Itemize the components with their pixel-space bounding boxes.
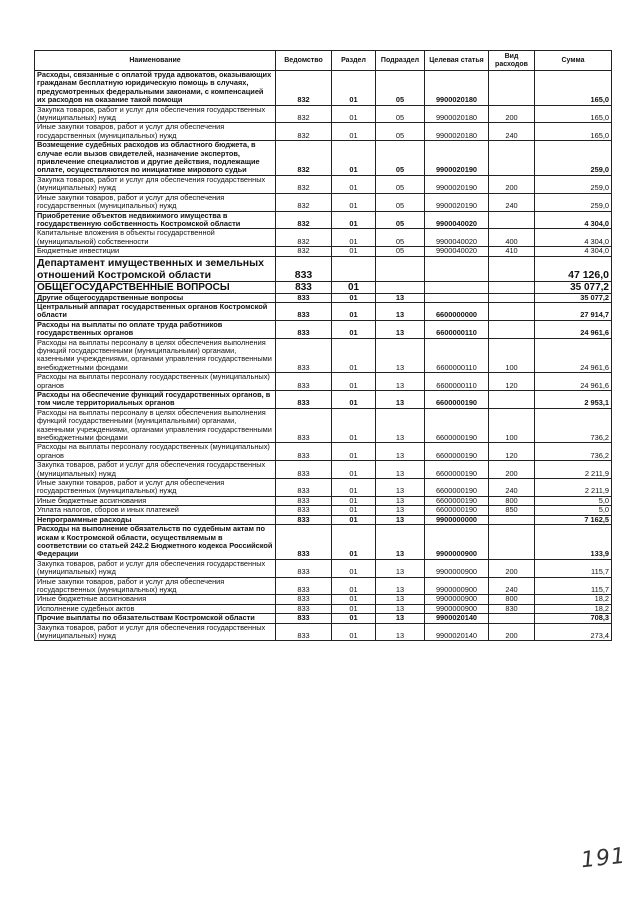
cell-section: 01 <box>332 302 376 320</box>
cell-section: 01 <box>332 320 376 338</box>
cell-exp-type <box>489 211 535 229</box>
cell-subsection: 13 <box>376 525 425 560</box>
table-row <box>35 525 612 560</box>
cell-dept: 832 <box>276 193 332 211</box>
cell-subsection: 13 <box>376 559 425 577</box>
header-target: Целевая статья <box>425 51 489 71</box>
cell-sum: 273,4 <box>535 623 612 641</box>
cell-exp-type: 800 <box>489 595 535 604</box>
cell-target: 9900020180 <box>425 123 489 141</box>
cell-name: Непрограммные расходы <box>35 515 276 524</box>
cell-name: Расходы на выплаты по оплате труда работников государственных органов <box>35 320 276 338</box>
cell-sum: 259,0 <box>535 175 612 193</box>
table-row <box>35 623 612 641</box>
table-row <box>35 373 612 391</box>
cell-subsection: 13 <box>376 496 425 505</box>
cell-sum: 736,2 <box>535 408 612 443</box>
cell-target: 9900000900 <box>425 604 489 613</box>
cell-subsection: 05 <box>376 105 425 123</box>
cell-section <box>332 256 376 281</box>
cell-sum: 2 953,1 <box>535 391 612 409</box>
cell-target <box>425 281 489 293</box>
cell-dept: 833 <box>276 496 332 505</box>
table-row <box>35 229 612 247</box>
cell-section: 01 <box>332 525 376 560</box>
cell-target: 9900040020 <box>425 211 489 229</box>
cell-subsection: 13 <box>376 577 425 595</box>
cell-name: Приобретение объектов недвижимого имущества в государственную собственность Костромской области <box>35 211 276 229</box>
table-row <box>35 461 612 479</box>
cell-subsection: 13 <box>376 461 425 479</box>
table-row <box>35 123 612 141</box>
cell-sum: 18,2 <box>535 595 612 604</box>
cell-exp-type <box>489 71 535 106</box>
cell-dept: 832 <box>276 105 332 123</box>
cell-sum: 4 304,0 <box>535 211 612 229</box>
cell-name: Расходы на выплаты персоналу государственных (муниципальных) органов <box>35 373 276 391</box>
cell-target: 9900020140 <box>425 623 489 641</box>
cell-name: Возмещение судебных расходов из областного бюджета, в случае если вызов свидетелей, назначение экспертов, привлечение специалистов и другие действия, подлежащие оплате, осуществляются по инициативе мирового судьи <box>35 141 276 176</box>
cell-dept: 833 <box>276 293 332 302</box>
cell-dept: 833 <box>276 614 332 623</box>
cell-target: 9900020190 <box>425 141 489 176</box>
cell-exp-type <box>489 515 535 524</box>
cell-sum: 259,0 <box>535 141 612 176</box>
header-subsection: Подраздел <box>376 51 425 71</box>
cell-name: Иные бюджетные ассигнования <box>35 595 276 604</box>
cell-target: 6600000110 <box>425 338 489 373</box>
cell-dept: 833 <box>276 391 332 409</box>
cell-target: 9900040020 <box>425 247 489 256</box>
cell-section: 01 <box>332 247 376 256</box>
cell-dept: 833 <box>276 256 332 281</box>
cell-target: 9900000000 <box>425 515 489 524</box>
table-row <box>35 175 612 193</box>
cell-target: 6600000190 <box>425 408 489 443</box>
cell-sum: 115,7 <box>535 577 612 595</box>
cell-dept: 833 <box>276 515 332 524</box>
cell-subsection <box>376 256 425 281</box>
cell-dept: 833 <box>276 408 332 443</box>
cell-exp-type: 200 <box>489 105 535 123</box>
cell-subsection: 13 <box>376 614 425 623</box>
cell-section: 01 <box>332 614 376 623</box>
cell-name: Расходы на выполнение обязательств по судебным актам по искам к Костромской области, осуществляемым в соответствии со статьей 242.2 Бюджетного кодекса Российской Федерации <box>35 525 276 560</box>
cell-dept: 833 <box>276 373 332 391</box>
cell-dept: 833 <box>276 461 332 479</box>
cell-exp-type: 200 <box>489 623 535 641</box>
cell-target <box>425 293 489 302</box>
cell-subsection: 13 <box>376 373 425 391</box>
cell-exp-type: 100 <box>489 338 535 373</box>
cell-exp-type <box>489 525 535 560</box>
cell-target: 9900000900 <box>425 525 489 560</box>
cell-name: Закупка товаров, работ и услуг для обеспечения государственных (муниципальных) нужд <box>35 175 276 193</box>
cell-exp-type: 400 <box>489 229 535 247</box>
page-number: 191 <box>579 843 628 874</box>
cell-subsection: 13 <box>376 302 425 320</box>
cell-target: 9900040020 <box>425 229 489 247</box>
cell-exp-type: 410 <box>489 247 535 256</box>
cell-exp-type <box>489 256 535 281</box>
cell-section: 01 <box>332 123 376 141</box>
cell-exp-type: 240 <box>489 479 535 497</box>
table-row <box>35 256 612 281</box>
header-name: Наименование <box>35 51 276 71</box>
cell-dept: 832 <box>276 141 332 176</box>
cell-section: 01 <box>332 577 376 595</box>
cell-subsection: 13 <box>376 408 425 443</box>
cell-dept: 832 <box>276 71 332 106</box>
cell-target: 9900020180 <box>425 105 489 123</box>
cell-exp-type: 120 <box>489 443 535 461</box>
header-sum: Сумма <box>535 51 612 71</box>
cell-dept: 833 <box>276 595 332 604</box>
cell-section: 01 <box>332 506 376 515</box>
table-row <box>35 595 612 604</box>
cell-exp-type: 830 <box>489 604 535 613</box>
cell-name: Закупка товаров, работ и услуг для обеспечения государственных (муниципальных) нужд <box>35 105 276 123</box>
cell-section: 01 <box>332 338 376 373</box>
cell-subsection: 13 <box>376 479 425 497</box>
cell-sum: 24 961,6 <box>535 320 612 338</box>
cell-subsection: 13 <box>376 515 425 524</box>
cell-exp-type: 200 <box>489 175 535 193</box>
cell-subsection: 05 <box>376 229 425 247</box>
cell-dept: 833 <box>276 604 332 613</box>
cell-section: 01 <box>332 408 376 443</box>
cell-sum: 24 961,6 <box>535 373 612 391</box>
cell-name: Иные закупки товаров, работ и услуг для обеспечения государственных (муниципальных) нужд <box>35 479 276 497</box>
cell-exp-type: 850 <box>489 506 535 515</box>
cell-dept: 832 <box>276 175 332 193</box>
cell-sum: 7 162,5 <box>535 515 612 524</box>
cell-dept: 833 <box>276 302 332 320</box>
cell-subsection: 05 <box>376 175 425 193</box>
cell-dept: 833 <box>276 577 332 595</box>
cell-dept: 833 <box>276 443 332 461</box>
cell-subsection: 13 <box>376 623 425 641</box>
cell-section: 01 <box>332 193 376 211</box>
cell-target: 9900020140 <box>425 614 489 623</box>
cell-exp-type: 200 <box>489 559 535 577</box>
cell-exp-type <box>489 391 535 409</box>
cell-name: Прочие выплаты по обязательствам Костромской области <box>35 614 276 623</box>
cell-exp-type <box>489 281 535 293</box>
cell-sum: 47 126,0 <box>535 256 612 281</box>
cell-target: 9900000900 <box>425 595 489 604</box>
cell-section: 01 <box>332 105 376 123</box>
cell-name: Капитальные вложения в объекты государственной (муниципальной) собственности <box>35 229 276 247</box>
cell-sum: 259,0 <box>535 193 612 211</box>
table-row <box>35 338 612 373</box>
cell-subsection: 13 <box>376 506 425 515</box>
cell-name: Уплата налогов, сборов и иных платежей <box>35 506 276 515</box>
cell-sum: 4 304,0 <box>535 247 612 256</box>
header-section: Раздел <box>332 51 376 71</box>
cell-sum: 165,0 <box>535 105 612 123</box>
cell-section: 01 <box>332 559 376 577</box>
cell-target: 6600000190 <box>425 391 489 409</box>
cell-name: Центральный аппарат государственных органов Костромской области <box>35 302 276 320</box>
cell-sum: 35 077,2 <box>535 281 612 293</box>
cell-name: Закупка товаров, работ и услуг для обеспечения государственных (муниципальных) нужд <box>35 559 276 577</box>
cell-target: 9900000900 <box>425 577 489 595</box>
cell-name: Расходы на выплаты персоналу в целях обеспечения выполнения функций государственными (муниципальными) органами, казенными учреждениями, органами управления государственными внебюджетными фондами <box>35 338 276 373</box>
table-row <box>35 105 612 123</box>
cell-section: 01 <box>332 595 376 604</box>
table-row <box>35 614 612 623</box>
table-header <box>35 51 612 71</box>
cell-target: 9900020180 <box>425 71 489 106</box>
cell-exp-type <box>489 320 535 338</box>
cell-dept: 833 <box>276 525 332 560</box>
cell-dept: 832 <box>276 247 332 256</box>
cell-sum: 2 211,9 <box>535 479 612 497</box>
cell-dept: 833 <box>276 559 332 577</box>
cell-dept: 833 <box>276 479 332 497</box>
cell-target: 6600000190 <box>425 443 489 461</box>
table-row <box>35 320 612 338</box>
cell-section: 01 <box>332 443 376 461</box>
cell-sum: 4 304,0 <box>535 229 612 247</box>
cell-subsection: 13 <box>376 338 425 373</box>
cell-subsection: 05 <box>376 71 425 106</box>
table-row <box>35 302 612 320</box>
cell-target: 6600000190 <box>425 461 489 479</box>
cell-section: 01 <box>332 461 376 479</box>
cell-section: 01 <box>332 623 376 641</box>
cell-subsection: 13 <box>376 391 425 409</box>
cell-exp-type: 800 <box>489 496 535 505</box>
cell-target: 9900000900 <box>425 559 489 577</box>
cell-subsection: 05 <box>376 141 425 176</box>
cell-subsection <box>376 281 425 293</box>
cell-subsection: 05 <box>376 123 425 141</box>
cell-sum: 2 211,9 <box>535 461 612 479</box>
cell-dept: 833 <box>276 506 332 515</box>
table-row <box>35 506 612 515</box>
cell-exp-type: 100 <box>489 408 535 443</box>
cell-section: 01 <box>332 211 376 229</box>
cell-target <box>425 256 489 281</box>
table-row <box>35 577 612 595</box>
cell-target: 6600000190 <box>425 479 489 497</box>
cell-target: 9900020190 <box>425 175 489 193</box>
cell-section: 01 <box>332 71 376 106</box>
header-dept: Ведомство <box>276 51 332 71</box>
cell-dept: 833 <box>276 623 332 641</box>
cell-name: Иные бюджетные ассигнования <box>35 496 276 505</box>
header-exp-type: Вид расходов <box>489 51 535 71</box>
cell-sum: 165,0 <box>535 123 612 141</box>
table-row <box>35 408 612 443</box>
cell-name: Расходы на выплаты персоналу в целях обеспечения выполнения функций государственными (муниципальными) органами, казенными учреждениями, органами управления государственными внебюджетными фондами <box>35 408 276 443</box>
cell-exp-type <box>489 302 535 320</box>
cell-subsection: 05 <box>376 247 425 256</box>
table-row <box>35 71 612 106</box>
table-row <box>35 247 612 256</box>
cell-name: Расходы, связанные с оплатой труда адвокатов, оказывающих гражданам бесплатную юридическую помощь в случаях, предусмотренных федеральными законами, с компенсацией их расходов на оказание такой помощи <box>35 71 276 106</box>
cell-dept: 832 <box>276 229 332 247</box>
table-row <box>35 141 612 176</box>
cell-exp-type: 240 <box>489 123 535 141</box>
cell-section: 01 <box>332 229 376 247</box>
cell-section: 01 <box>332 281 376 293</box>
cell-name: Исполнение судебных актов <box>35 604 276 613</box>
cell-sum: 5,0 <box>535 496 612 505</box>
cell-exp-type <box>489 141 535 176</box>
cell-section: 01 <box>332 479 376 497</box>
cell-exp-type: 200 <box>489 461 535 479</box>
cell-exp-type: 240 <box>489 577 535 595</box>
cell-section: 01 <box>332 141 376 176</box>
table-row <box>35 559 612 577</box>
cell-sum: 736,2 <box>535 443 612 461</box>
cell-name: ОБЩЕГОСУДАРСТВЕННЫЕ ВОПРОСЫ <box>35 281 276 293</box>
cell-subsection: 13 <box>376 604 425 613</box>
cell-section: 01 <box>332 515 376 524</box>
cell-name: Закупка товаров, работ и услуг для обеспечения государственных (муниципальных) нужд <box>35 623 276 641</box>
cell-sum: 24 961,6 <box>535 338 612 373</box>
cell-target: 6600000000 <box>425 302 489 320</box>
cell-sum: 708,3 <box>535 614 612 623</box>
table-row <box>35 211 612 229</box>
cell-dept: 833 <box>276 281 332 293</box>
cell-name: Закупка товаров, работ и услуг для обеспечения государственных (муниципальных) нужд <box>35 461 276 479</box>
cell-exp-type: 120 <box>489 373 535 391</box>
cell-name: Иные закупки товаров, работ и услуг для обеспечения государственных (муниципальных) нужд <box>35 193 276 211</box>
cell-sum: 165,0 <box>535 71 612 106</box>
cell-name: Иные закупки товаров, работ и услуг для обеспечения государственных (муниципальных) нужд <box>35 577 276 595</box>
cell-dept: 832 <box>276 211 332 229</box>
cell-target: 6600000190 <box>425 496 489 505</box>
cell-subsection: 05 <box>376 193 425 211</box>
cell-exp-type: 240 <box>489 193 535 211</box>
cell-subsection: 13 <box>376 320 425 338</box>
table-row <box>35 281 612 293</box>
cell-subsection: 13 <box>376 443 425 461</box>
table-row <box>35 479 612 497</box>
cell-subsection: 13 <box>376 595 425 604</box>
cell-name: Расходы на выплаты персоналу государственных (муниципальных) органов <box>35 443 276 461</box>
cell-sum: 18,2 <box>535 604 612 613</box>
cell-exp-type <box>489 293 535 302</box>
budget-table <box>34 50 612 641</box>
cell-section: 01 <box>332 175 376 193</box>
cell-sum: 27 914,7 <box>535 302 612 320</box>
cell-name: Бюджетные инвестиции <box>35 247 276 256</box>
cell-name: Иные закупки товаров, работ и услуг для обеспечения государственных (муниципальных) нужд <box>35 123 276 141</box>
table-row <box>35 443 612 461</box>
cell-section: 01 <box>332 373 376 391</box>
cell-dept: 832 <box>276 123 332 141</box>
table-row <box>35 391 612 409</box>
cell-section: 01 <box>332 604 376 613</box>
cell-name: Другие общегосударственные вопросы <box>35 293 276 302</box>
cell-section: 01 <box>332 496 376 505</box>
cell-section: 01 <box>332 391 376 409</box>
cell-sum: 35 077,2 <box>535 293 612 302</box>
cell-sum: 115,7 <box>535 559 612 577</box>
cell-target: 6600000110 <box>425 320 489 338</box>
cell-dept: 833 <box>276 338 332 373</box>
cell-subsection: 13 <box>376 293 425 302</box>
cell-dept: 833 <box>276 320 332 338</box>
cell-name: Расходы на обеспечение функций государственных органов, в том числе территориальных органов <box>35 391 276 409</box>
table-row <box>35 193 612 211</box>
cell-sum: 5,0 <box>535 506 612 515</box>
cell-target: 6600000110 <box>425 373 489 391</box>
cell-name: Департамент имущественных и земельных отношений Костромской области <box>35 256 276 281</box>
cell-subsection: 05 <box>376 211 425 229</box>
cell-target: 6600000190 <box>425 506 489 515</box>
cell-exp-type <box>489 614 535 623</box>
cell-sum: 133,9 <box>535 525 612 560</box>
cell-section: 01 <box>332 293 376 302</box>
cell-target: 9900020190 <box>425 193 489 211</box>
